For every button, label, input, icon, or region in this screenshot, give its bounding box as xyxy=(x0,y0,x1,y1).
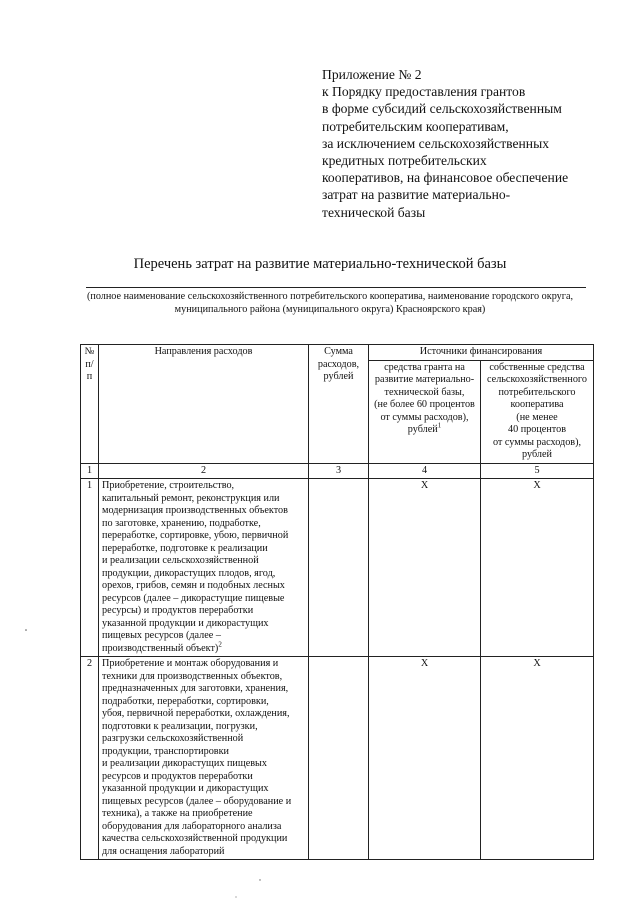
footnote-marker: 1 xyxy=(437,421,442,430)
row-line: продукции, дикорастущих плодов, ягод, xyxy=(102,567,276,579)
header-num-line: № xyxy=(84,346,95,357)
appendix-line: в форме субсидий сельскохозяйственным xyxy=(322,101,562,117)
row-num: 1 xyxy=(81,479,99,657)
scan-speck xyxy=(25,629,27,631)
row-line: разгрузки сельскохозяйственной xyxy=(102,733,244,744)
header-grant-line: средства гранта на xyxy=(384,361,465,373)
header-grant-line: развитие материально- xyxy=(374,374,475,385)
row-line: ресурсов и продуктов переработки xyxy=(102,770,253,782)
appendix-line: за исключением сельскохозяйственных xyxy=(322,135,550,151)
row-own: X xyxy=(481,479,594,657)
row-line: по заготовке, хранению, подработке, xyxy=(102,517,261,529)
row-line: продукции, транспортировки xyxy=(102,745,229,757)
row-line: пищевых ресурсов (далее – оборудование и xyxy=(102,795,292,807)
row-line: убоя, первичной переработки, охлаждения, xyxy=(102,708,290,719)
row-line: пищевых ресурсов (далее – xyxy=(102,630,221,641)
row-line: указанной продукции и дикорастущих xyxy=(102,617,269,629)
row-line: качества сельскохозяйственной продукции xyxy=(102,833,288,844)
header-grant-line: от суммы расходов), xyxy=(380,411,469,423)
header-sum-line: расходов, xyxy=(317,358,360,370)
header-sources: Источники финансирования xyxy=(369,345,594,361)
scan-speck xyxy=(259,879,260,880)
header-grant-line: технической базы, xyxy=(384,386,465,398)
row-line: и реализации дикорастущих пищевых xyxy=(102,758,267,769)
header-own-line: кооператива xyxy=(510,399,564,410)
row-line: Приобретение и монтаж оборудования и xyxy=(102,658,279,669)
row-line: для оснащения лабораторий xyxy=(102,845,225,857)
row-line: Приобретение, строительство, xyxy=(102,480,235,491)
column-number: 5 xyxy=(481,463,594,479)
row-line: орехов, грибов, семян и подобных лесных xyxy=(102,580,285,591)
appendix-line: затрат на развитие материально- xyxy=(322,187,511,203)
appendix-line: потребительским кооперативам, xyxy=(322,118,509,134)
row-line: ресурсы) и продуктов переработки xyxy=(102,605,254,616)
header-own-line: от суммы расходов), xyxy=(492,436,582,448)
row-own: X xyxy=(481,657,594,860)
row-line: оборудования для лабораторного анализа xyxy=(102,820,282,832)
row-line: ресурсов (далее – дикорастущие пищевые xyxy=(102,592,285,604)
column-number: 3 xyxy=(309,463,369,479)
appendix-line: кредитных потребительских xyxy=(322,153,487,169)
row-num: 2 xyxy=(81,657,99,860)
row-grant: X xyxy=(369,657,481,860)
appendix-line: кооперативов, на финансовое обеспечение xyxy=(322,170,569,186)
row-line: капитальный ремонт, реконструкция или xyxy=(102,492,280,504)
fill-in-note-line: муниципального района (муниципального округа) Красноярского края) xyxy=(174,304,486,315)
document-title: Перечень затрат на развитие материально-технической базы xyxy=(133,256,507,272)
row-line: подготовки к реализации, погрузки, xyxy=(102,720,258,732)
footnote-marker: 2 xyxy=(218,640,222,649)
column-number: 2 xyxy=(99,463,309,479)
row-line: техника), а также на приобретение xyxy=(102,808,253,819)
row-line: и реализации сельскохозяйственной xyxy=(102,555,259,566)
row-line: предназначенных для заготовки, хранения, xyxy=(102,683,289,694)
scan-speck xyxy=(235,896,236,897)
header-own-line: рублей xyxy=(522,449,552,460)
appendix-line: Приложение № 2 xyxy=(322,67,422,82)
header-own-line: потребительского xyxy=(498,386,576,398)
column-number: 4 xyxy=(369,463,481,479)
header-sum-line: Сумма xyxy=(324,346,353,357)
appendix-line: к Порядку предоставления грантов xyxy=(322,84,526,100)
fill-in-note-line: (полное наименование сельскохозяйственного потребительского кооператива, наименование городского округа, xyxy=(86,291,574,302)
header-own-line: (не менее xyxy=(516,411,558,423)
header-grant-line: (не более 60 процентов xyxy=(374,399,475,410)
row-grant: X xyxy=(369,479,481,657)
header-own-line: сельскохозяйственного xyxy=(487,374,587,385)
row-line: техники для производственных объектов, xyxy=(102,670,283,682)
header-own-line: собственные средства xyxy=(489,361,585,373)
header-num-line: п/п xyxy=(85,358,94,382)
header-sum-line: рублей xyxy=(323,371,354,382)
column-number: 1 xyxy=(81,463,99,479)
appendix-line: технической базы xyxy=(322,204,426,220)
header-direction: Направления расходов xyxy=(99,345,309,464)
row-line: переработке, сортировке, убою, первичной xyxy=(102,530,289,541)
row-line: подработки, переработки, сортировки, xyxy=(102,695,269,707)
row-line: указанной продукции и дикорастущих xyxy=(102,783,269,794)
row-line: переработке, подготовке к реализации xyxy=(102,542,268,554)
header-grant-unit: рублей xyxy=(407,424,438,435)
row-line: модернизация производственных объектов xyxy=(102,505,288,516)
header-own-line: 40 процентов xyxy=(507,424,567,435)
row-line: производственный объект) xyxy=(102,642,219,654)
